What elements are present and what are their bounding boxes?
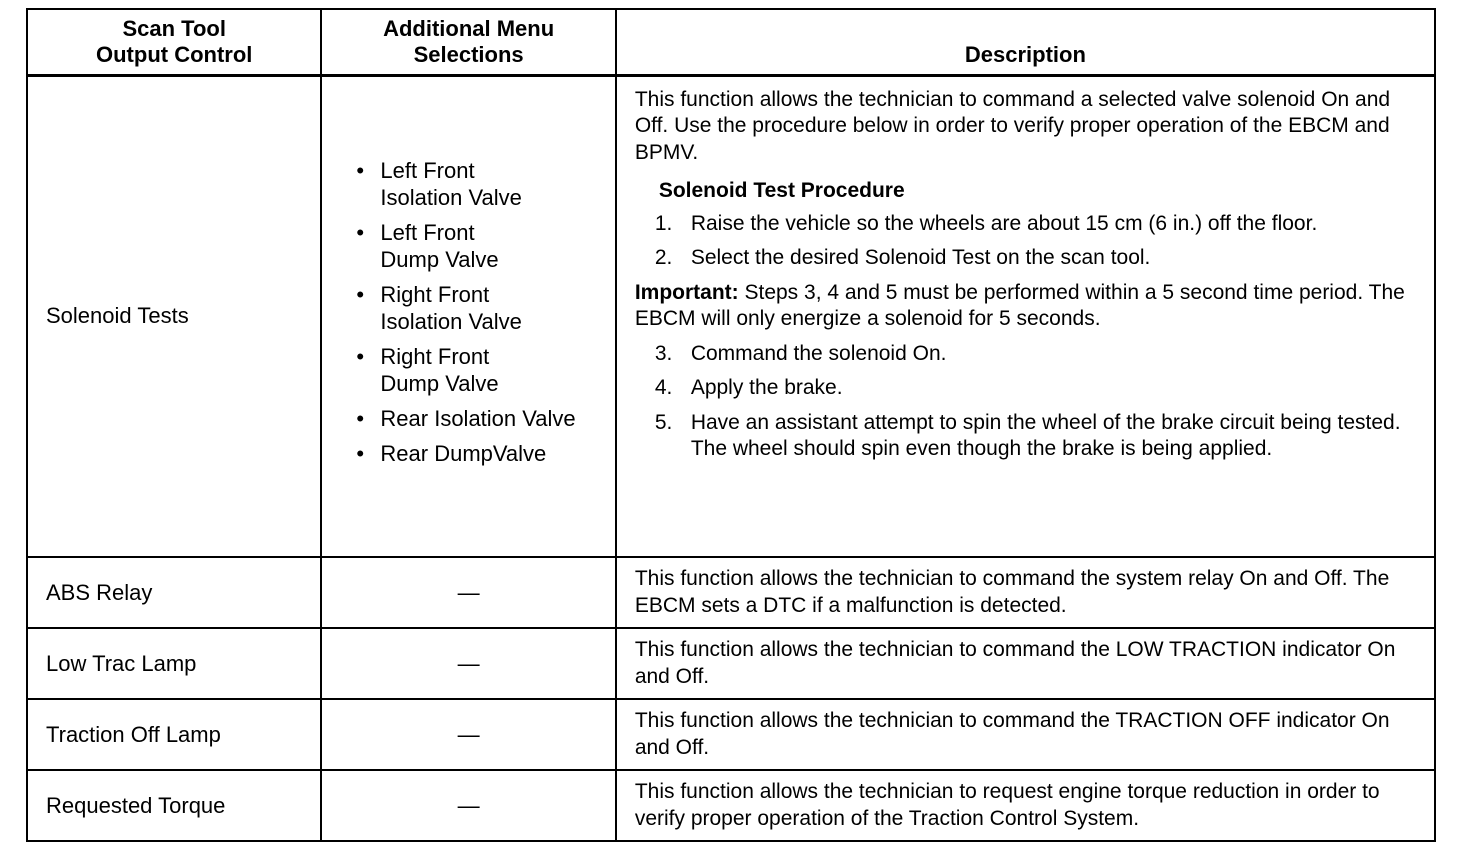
list-item: [356, 219, 614, 273]
header-output-control-line2: Output Control: [96, 41, 253, 67]
header-output-control: [27, 9, 321, 75]
step-number: 1.: [654, 211, 673, 235]
step-number: 3.: [654, 341, 673, 365]
description-cell: [616, 628, 1435, 699]
menu-item-line2: Dump Valve: [380, 247, 499, 273]
table-row-requested-torque: [27, 770, 1435, 841]
important-label: Important:: [634, 280, 739, 304]
row-name-cell: [27, 699, 321, 770]
procedure-step: [655, 211, 1420, 238]
menu-selections-cell: [321, 557, 615, 628]
procedure-step: [655, 341, 1420, 368]
menu-selections-cell: [321, 699, 615, 770]
menu-item-line1: Rear DumpValve: [380, 441, 547, 467]
table-row-solenoid-tests: [27, 75, 1435, 557]
bullet-icon: •: [356, 220, 365, 246]
table-row-traction-off-lamp: [27, 699, 1435, 770]
menu-item-line2: Isolation Valve: [380, 185, 522, 211]
step-number: 5.: [654, 410, 673, 434]
list-item: [356, 157, 614, 211]
table-header-row: [27, 9, 1435, 75]
step-number: 2.: [654, 246, 673, 269]
row-name-cell: [27, 557, 321, 628]
list-item: [356, 343, 614, 397]
procedure-title: Solenoid Test Procedure: [658, 179, 905, 202]
menu-item-line2: Dump Valve: [380, 371, 499, 397]
row-name: Solenoid Tests: [46, 303, 189, 329]
bullet-icon: •: [356, 158, 365, 184]
row-name: Traction Off Lamp: [46, 721, 221, 747]
step-text: Select the desired Solenoid Test on the scan tool.: [690, 246, 1151, 269]
procedure-steps-b: [635, 341, 1420, 463]
menu-item-line1: Left Front: [380, 220, 475, 246]
menu-none-dash: —: [457, 579, 480, 605]
row-name: Low Trac Lamp: [46, 650, 197, 676]
description-text: This function allows the technician to command a selected valve solenoid On and Off. Use the procedure below in order to verify proper operation of the EBCM and BPMV.: [634, 87, 1391, 164]
menu-selections-cell: [321, 770, 615, 841]
procedure-steps-a: [635, 211, 1420, 272]
row-name-cell: [27, 770, 321, 841]
description-text: This function allows the technician to command the LOW TRACTION indicator On and Off.: [634, 638, 1396, 688]
menu-item-line1: Rear Isolation Valve: [380, 406, 576, 432]
list-item: [356, 281, 614, 335]
menu-none-dash: —: [457, 650, 480, 676]
description-cell: [616, 699, 1435, 770]
header-output-control-line1: Scan Tool: [122, 15, 226, 41]
menu-item-line1: Right Front: [380, 282, 490, 308]
important-note: [635, 280, 1420, 333]
row-name: ABS Relay: [46, 579, 153, 605]
bullet-icon: •: [356, 282, 365, 308]
list-item: [356, 440, 614, 467]
bullet-icon: •: [356, 441, 365, 467]
row-name-cell: [27, 628, 321, 699]
row-name: Requested Torque: [46, 792, 226, 818]
step-text: Have an assistant attempt to spin the wheel of the brake circuit being tested. The wheel should spin even though the brake is being applied.: [690, 410, 1401, 460]
bullet-icon: •: [356, 344, 365, 370]
list-item: [356, 405, 614, 432]
bullet-icon: •: [356, 406, 365, 432]
table-row-abs-relay: [27, 557, 1435, 628]
step-text: Raise the vehicle so the wheels are about 15 cm (6 in.) off the floor.: [690, 211, 1318, 235]
header-menu-selections-line2: Selections: [413, 41, 524, 67]
step-text: Apply the brake.: [690, 376, 843, 399]
menu-selections-cell: [321, 75, 615, 557]
menu-none-dash: —: [457, 792, 480, 818]
header-description-label: Description: [964, 41, 1086, 67]
description-cell: [616, 75, 1435, 557]
table-row-low-trac-lamp: [27, 628, 1435, 699]
row-name-cell: [27, 75, 321, 557]
header-menu-selections-line1: Additional Menu: [383, 15, 555, 41]
header-menu-selections: [321, 9, 615, 75]
menu-item-line1: Right Front: [380, 344, 490, 370]
procedure-step: [655, 375, 1420, 402]
description-text: This function allows the technician to command the system relay On and Off. The EBCM sets a DTC if a malfunction is detected.: [634, 567, 1390, 617]
important-text: Steps 3, 4 and 5 must be performed within a 5 second time period. The EBCM will only energize a solenoid for 5 seconds.: [634, 280, 1405, 330]
menu-none-dash: —: [457, 721, 480, 747]
header-description: [616, 9, 1435, 75]
menu-selections-list: [322, 157, 614, 467]
description-cell: [616, 770, 1435, 841]
menu-selections-cell: [321, 628, 615, 699]
step-text: Command the solenoid On.: [690, 341, 947, 365]
menu-item-line1: Left Front: [380, 158, 475, 184]
step-number: 4.: [654, 376, 673, 399]
description-text: This function allows the technician to command the TRACTION OFF indicator On and Off.: [634, 709, 1390, 759]
menu-item-line2: Isolation Valve: [380, 309, 522, 335]
procedure-step: [655, 245, 1420, 272]
procedure-step: [655, 410, 1420, 463]
scan-tool-output-table: [26, 8, 1436, 842]
description-text: This function allows the technician to request engine torque reduction in order to verify proper operation of the Traction Control System.: [634, 780, 1380, 830]
description-cell: [616, 557, 1435, 628]
